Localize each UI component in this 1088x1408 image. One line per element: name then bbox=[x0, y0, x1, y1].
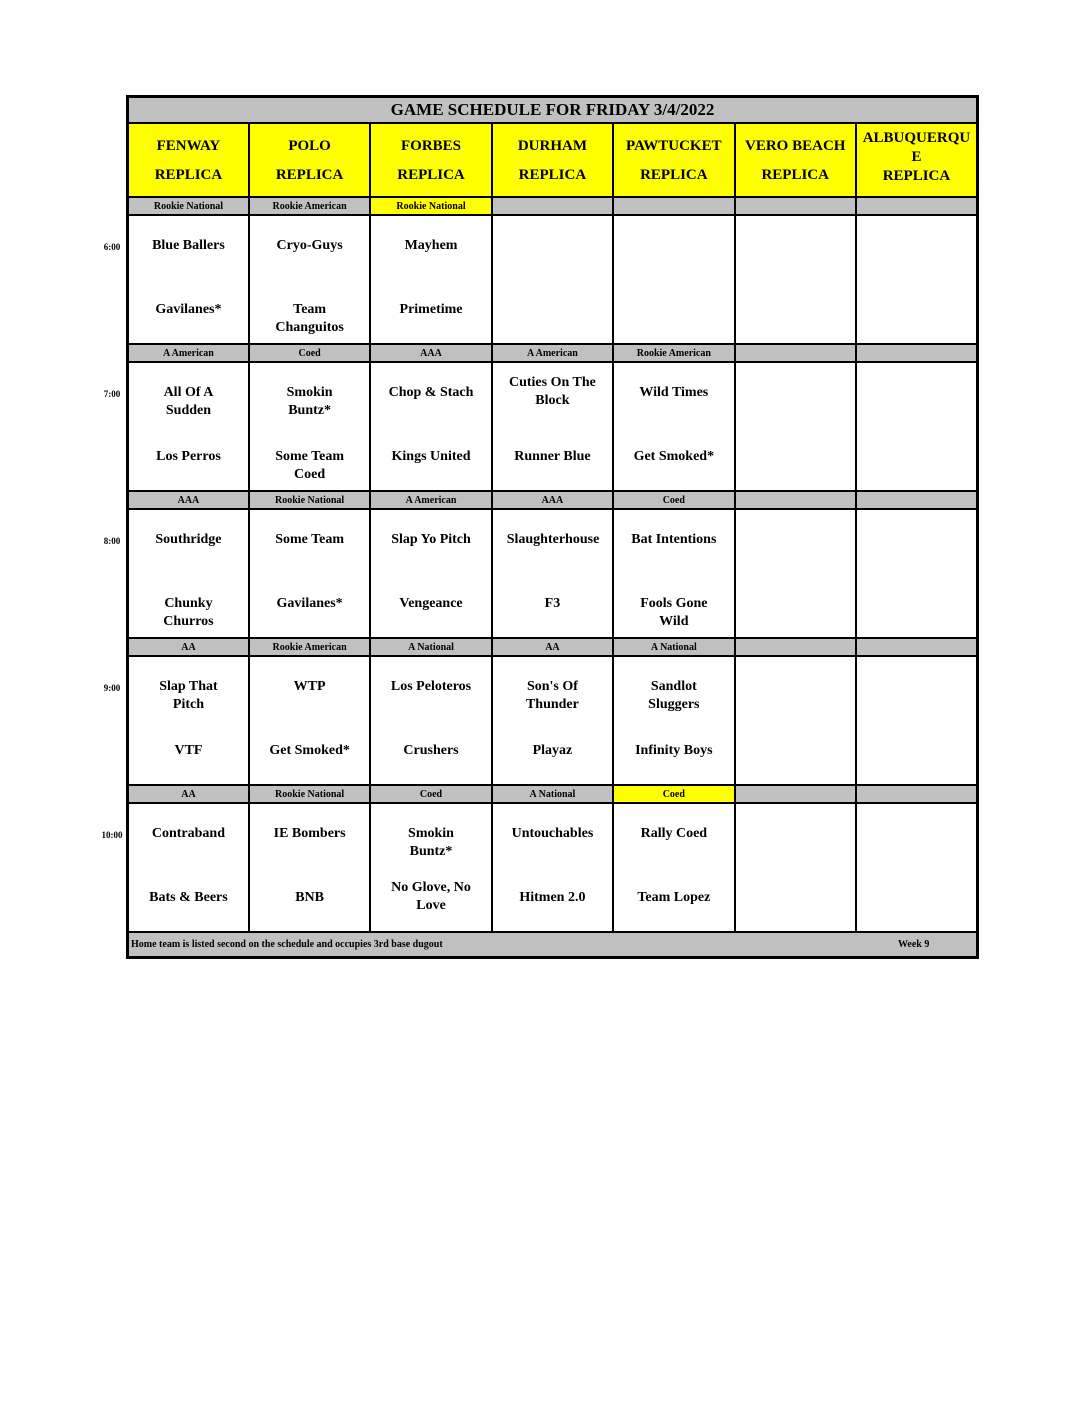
game-cell bbox=[370, 656, 491, 785]
home-team: Playaz bbox=[532, 743, 573, 758]
field-header bbox=[492, 123, 613, 197]
game-row bbox=[128, 509, 978, 638]
division-label: Rookie American bbox=[249, 197, 370, 215]
field-header bbox=[128, 123, 249, 197]
division-label bbox=[735, 785, 856, 803]
field-name: FORBES bbox=[401, 138, 462, 154]
time-label: 9:00 bbox=[103, 683, 121, 693]
field-header bbox=[613, 123, 734, 197]
time-label: 7:00 bbox=[103, 389, 121, 399]
game-cell bbox=[735, 656, 856, 785]
away-team: All Of A Sudden bbox=[163, 385, 214, 418]
game-row bbox=[128, 803, 978, 932]
field-sub: REPLICA bbox=[761, 167, 829, 183]
game-cell bbox=[128, 362, 249, 491]
home-team: Kings United bbox=[391, 449, 471, 464]
division-row bbox=[128, 197, 978, 215]
home-team: Los Perros bbox=[156, 449, 221, 464]
home-team: Crushers bbox=[403, 743, 459, 758]
division-label: AAA bbox=[492, 491, 613, 509]
home-team: Team Changuitos bbox=[275, 302, 344, 335]
division-label: AA bbox=[128, 785, 249, 803]
home-team: BNB bbox=[295, 890, 324, 905]
field-sub: REPLICA bbox=[397, 167, 465, 183]
game-cell bbox=[370, 509, 491, 638]
away-team: Slaughterhouse bbox=[506, 532, 600, 547]
home-team: No Glove, No Love bbox=[391, 880, 471, 913]
field-name: PAWTUCKET bbox=[626, 138, 722, 154]
home-team: Gavilanes* bbox=[276, 596, 343, 611]
field-sub: REPLICA bbox=[640, 167, 708, 183]
game-row bbox=[128, 656, 978, 785]
away-team: Contraband bbox=[151, 826, 226, 841]
away-team: Cuties On The Block bbox=[508, 375, 596, 408]
game-cell bbox=[613, 509, 734, 638]
away-team: Some Team bbox=[275, 532, 345, 547]
away-team: Sandlot Sluggers bbox=[648, 679, 700, 712]
division-label bbox=[856, 638, 978, 656]
time-label: 6:00 bbox=[103, 242, 121, 252]
away-team: Bat Intentions bbox=[631, 532, 717, 547]
game-cell bbox=[856, 509, 978, 638]
division-label bbox=[735, 197, 856, 215]
division-label bbox=[735, 638, 856, 656]
away-team: Slap That Pitch bbox=[159, 679, 218, 712]
footer-note: Home team is listed second on the schedule and occupies 3rd base dugout bbox=[128, 932, 856, 958]
field-header bbox=[370, 123, 491, 197]
division-row bbox=[128, 344, 978, 362]
division-label: Rookie National bbox=[249, 785, 370, 803]
field-sub: REPLICA bbox=[518, 167, 587, 183]
home-team: Fools Gone Wild bbox=[640, 596, 708, 629]
division-label: A National bbox=[492, 785, 613, 803]
game-cell bbox=[613, 656, 734, 785]
away-team: Chop & Stach bbox=[388, 385, 474, 400]
home-team: Team Lopez bbox=[637, 890, 711, 905]
home-team: VTF bbox=[174, 743, 203, 758]
division-label: Coed bbox=[370, 785, 491, 803]
game-cell bbox=[492, 656, 613, 785]
division-label bbox=[856, 344, 978, 362]
home-team: Gavilanes* bbox=[155, 302, 222, 317]
division-label: Coed bbox=[613, 491, 734, 509]
game-cell bbox=[856, 803, 978, 932]
field-name: FENWAY bbox=[156, 138, 221, 154]
away-team: Son's Of Thunder bbox=[525, 679, 579, 712]
home-team: Hitmen 2.0 bbox=[519, 890, 586, 905]
home-team: Some Team Coed bbox=[275, 449, 345, 482]
division-label: Rookie American bbox=[249, 638, 370, 656]
away-team: Smokin Buntz* bbox=[286, 385, 333, 418]
game-row bbox=[128, 215, 978, 344]
game-cell bbox=[735, 362, 856, 491]
game-cell bbox=[492, 362, 613, 491]
division-row bbox=[128, 638, 978, 656]
footer-row bbox=[128, 932, 978, 958]
field-name: ALBUQUERQUE bbox=[862, 129, 971, 165]
away-team: Wild Times bbox=[639, 385, 709, 400]
division-label: Rookie National bbox=[370, 197, 491, 215]
game-cell bbox=[492, 803, 613, 932]
division-label bbox=[735, 344, 856, 362]
home-team: Infinity Boys bbox=[635, 743, 713, 758]
game-cell bbox=[735, 509, 856, 638]
division-label: A National bbox=[370, 638, 491, 656]
schedule-table bbox=[126, 95, 979, 959]
division-label bbox=[492, 197, 613, 215]
division-label bbox=[613, 197, 734, 215]
game-cell bbox=[128, 509, 249, 638]
game-cell bbox=[370, 803, 491, 932]
field-header bbox=[856, 123, 978, 197]
game-cell bbox=[613, 362, 734, 491]
division-label: A American bbox=[370, 491, 491, 509]
home-team: Get Smoked* bbox=[269, 743, 350, 758]
game-cell bbox=[249, 362, 370, 491]
division-label bbox=[856, 197, 978, 215]
home-team: Chunky Churros bbox=[163, 596, 214, 629]
game-cell bbox=[128, 656, 249, 785]
game-cell bbox=[128, 803, 249, 932]
field-name: VERO BEACH bbox=[745, 138, 846, 154]
game-cell bbox=[492, 215, 613, 344]
away-team: Smokin Buntz* bbox=[408, 826, 454, 859]
home-team: F3 bbox=[544, 596, 561, 611]
field-header-row bbox=[128, 123, 978, 197]
home-team: Get Smoked* bbox=[633, 449, 715, 464]
title-row bbox=[128, 97, 978, 124]
game-cell bbox=[492, 509, 613, 638]
game-cell bbox=[856, 362, 978, 491]
division-label bbox=[856, 785, 978, 803]
time-label: 10:00 bbox=[101, 830, 123, 840]
game-cell bbox=[249, 656, 370, 785]
game-cell bbox=[856, 215, 978, 344]
week-label: Week 9 bbox=[856, 932, 978, 958]
away-team: Mayhem bbox=[404, 238, 458, 253]
home-team: Vengeance bbox=[399, 596, 463, 611]
division-label: AA bbox=[128, 638, 249, 656]
time-label: 8:00 bbox=[103, 536, 121, 546]
division-label: A American bbox=[128, 344, 249, 362]
away-team: Los Peloteros bbox=[390, 679, 472, 694]
away-team: Southridge bbox=[155, 532, 222, 547]
field-sub: REPLICA bbox=[154, 167, 223, 183]
division-label: Coed bbox=[249, 344, 370, 362]
game-cell bbox=[613, 803, 734, 932]
game-row bbox=[128, 362, 978, 491]
game-cell bbox=[370, 362, 491, 491]
game-cell bbox=[128, 215, 249, 344]
home-team: Runner Blue bbox=[514, 449, 591, 464]
home-team: Bats & Beers bbox=[149, 890, 228, 905]
away-team: Rally Coed bbox=[640, 826, 708, 841]
division-label: Rookie American bbox=[613, 344, 734, 362]
game-cell bbox=[370, 215, 491, 344]
division-label: AAA bbox=[128, 491, 249, 509]
field-name: DURHAM bbox=[517, 138, 587, 154]
division-label: Rookie National bbox=[128, 197, 249, 215]
game-cell bbox=[856, 656, 978, 785]
away-team: Slap Yo Pitch bbox=[391, 532, 471, 547]
division-label bbox=[856, 491, 978, 509]
away-team: Untouchables bbox=[511, 826, 594, 841]
division-row bbox=[128, 491, 978, 509]
away-team: Cryo-Guys bbox=[276, 238, 343, 253]
away-team: Blue Ballers bbox=[152, 238, 225, 253]
field-sub: REPLICA bbox=[882, 167, 951, 184]
field-header bbox=[735, 123, 856, 197]
division-row bbox=[128, 785, 978, 803]
division-label: A American bbox=[492, 344, 613, 362]
game-cell bbox=[735, 803, 856, 932]
division-label: Rookie National bbox=[249, 491, 370, 509]
division-label: AAA bbox=[370, 344, 491, 362]
game-cell bbox=[249, 803, 370, 932]
game-cell bbox=[249, 509, 370, 638]
schedule-title: GAME SCHEDULE FOR FRIDAY 3/4/2022 bbox=[128, 97, 978, 124]
field-header bbox=[249, 123, 370, 197]
game-cell bbox=[249, 215, 370, 344]
home-team: Primetime bbox=[399, 302, 463, 317]
game-cell bbox=[613, 215, 734, 344]
away-team: WTP bbox=[293, 679, 326, 694]
game-cell bbox=[735, 215, 856, 344]
division-label: AA bbox=[492, 638, 613, 656]
division-label: A National bbox=[613, 638, 734, 656]
division-label: Coed bbox=[613, 785, 734, 803]
division-label bbox=[735, 491, 856, 509]
field-name: POLO bbox=[288, 138, 331, 154]
away-team: IE Bombers bbox=[273, 826, 346, 841]
field-sub: REPLICA bbox=[275, 167, 344, 183]
